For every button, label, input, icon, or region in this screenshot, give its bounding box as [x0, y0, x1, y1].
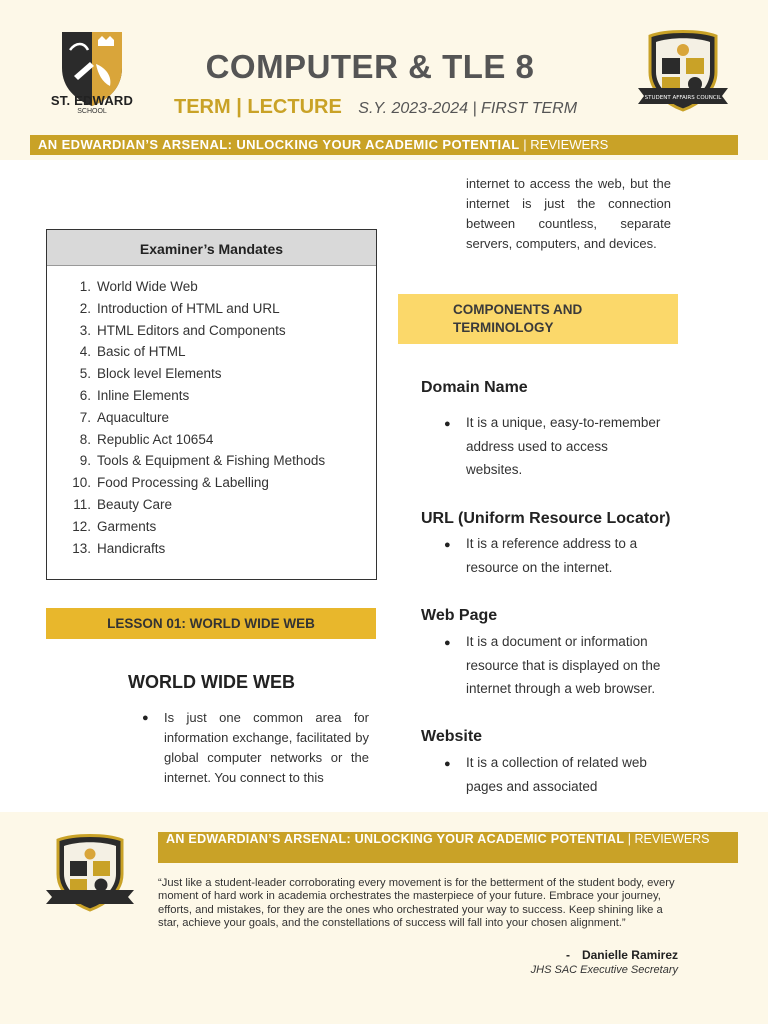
- list-item: 13. Handicrafts: [72, 540, 166, 556]
- footer-banner-title: AN EDWARDIAN’S ARSENAL: UNLOCKING YOUR ACADEMIC POTENTIAL: [166, 832, 625, 846]
- bullet-icon: ●: [444, 637, 451, 649]
- www-definition: Is just one common area for information exchange, facilitated by global computer networks or the internet. You connect to this: [164, 710, 369, 785]
- mandates-list: [47, 266, 376, 559]
- bullet-icon: ●: [444, 539, 451, 551]
- page-title: COMPUTER & TLE 8: [205, 48, 535, 85]
- list-item: 10. Food Processing & Labelling: [72, 475, 269, 491]
- list-item: 5. Block level Elements: [79, 366, 222, 382]
- list-item: 3. HTML Editors and Components: [79, 322, 286, 338]
- bullet-icon: ●: [142, 712, 149, 724]
- term-title: Web Page: [421, 607, 498, 624]
- quote-author: Danielle Ramirez: [581, 948, 678, 962]
- components-heading: COMPONENTS AND TERMINOLOGY: [398, 294, 678, 344]
- list-item: 8. Republic Act 10654: [79, 431, 214, 447]
- examiners-mandates-box: [46, 229, 377, 580]
- quote-author-role: JHS SAC Executive Secretary: [530, 964, 678, 976]
- footer-banner-suffix: | REVIEWERS: [624, 832, 710, 846]
- footer-quote: “Just like a student-leader corroborating every movement is for the betterment of the student body, every moment of hard work in academia orchestrates the masterpiece of your future. Embrace your journey, efforts, and mistakes, for they are the ones who orchestrated your way to success. Keep shining like a star, achieve your goals, and the constellations of success will fall into your chosen alignment.”: [158, 877, 675, 930]
- school-year-label: S.Y. 2023-2024 | FIRST TERM: [358, 100, 578, 117]
- bullet-icon: ●: [444, 758, 451, 770]
- banner-title: AN EDWARDIAN’S ARSENAL: UNLOCKING YOUR ACADEMIC POTENTIAL: [38, 137, 520, 152]
- term-title: Website: [421, 728, 483, 745]
- list-item: 4. Basic of HTML: [79, 344, 186, 360]
- term-definition: It is a reference address to a resource on the internet.: [466, 536, 638, 575]
- banner-suffix: | REVIEWERS: [519, 137, 609, 152]
- term-definition: It is a document or information resource that is displayed on the internet through a web browser.: [466, 634, 661, 696]
- term-title: Domain Name: [421, 379, 528, 396]
- list-item: 6. Inline Elements: [79, 387, 190, 403]
- student-council-seal: [636, 28, 730, 116]
- list-item: 1. World Wide Web: [79, 279, 198, 294]
- term-label: TERM | LECTURE: [174, 96, 342, 118]
- school-subtitle: SCHOOL: [77, 108, 107, 115]
- www-definition-continued: internet to access the web, but the internet is just the connection between countless, separate servers, computers, and devices.: [466, 176, 671, 251]
- section-heading-www: WORLD WIDE WEB: [128, 672, 295, 692]
- term-definition: It is a collection of related web pages and associated: [466, 755, 647, 794]
- mandates-heading: Examiner’s Mandates: [47, 230, 376, 266]
- term-definition: It is a unique, easy-to-remember address used to access websites.: [466, 415, 661, 477]
- bullet-icon: ●: [444, 418, 451, 430]
- seal-ribbon-text: STUDENT AFFAIRS COUNCIL: [644, 95, 722, 101]
- list-item: 7. Aquaculture: [79, 409, 170, 425]
- term-title: URL (Uniform Resource Locator): [421, 510, 671, 527]
- list-item: 11. Beauty Care: [73, 496, 173, 512]
- list-item: 12. Garments: [72, 518, 157, 534]
- list-item: 9. Tools & Equipment & Fishing Methods: [79, 453, 326, 469]
- top-banner: [30, 135, 738, 155]
- footer-banner: [158, 832, 738, 863]
- signature-dash: -: [566, 948, 570, 962]
- school-name: ST. EDWARD: [50, 93, 134, 108]
- term-line: [174, 96, 614, 119]
- footer-council-seal: [44, 832, 136, 916]
- list-item: 2. Introduction of HTML and URL: [79, 300, 280, 316]
- lesson-label: LESSON 01: WORLD WIDE WEB: [46, 608, 376, 639]
